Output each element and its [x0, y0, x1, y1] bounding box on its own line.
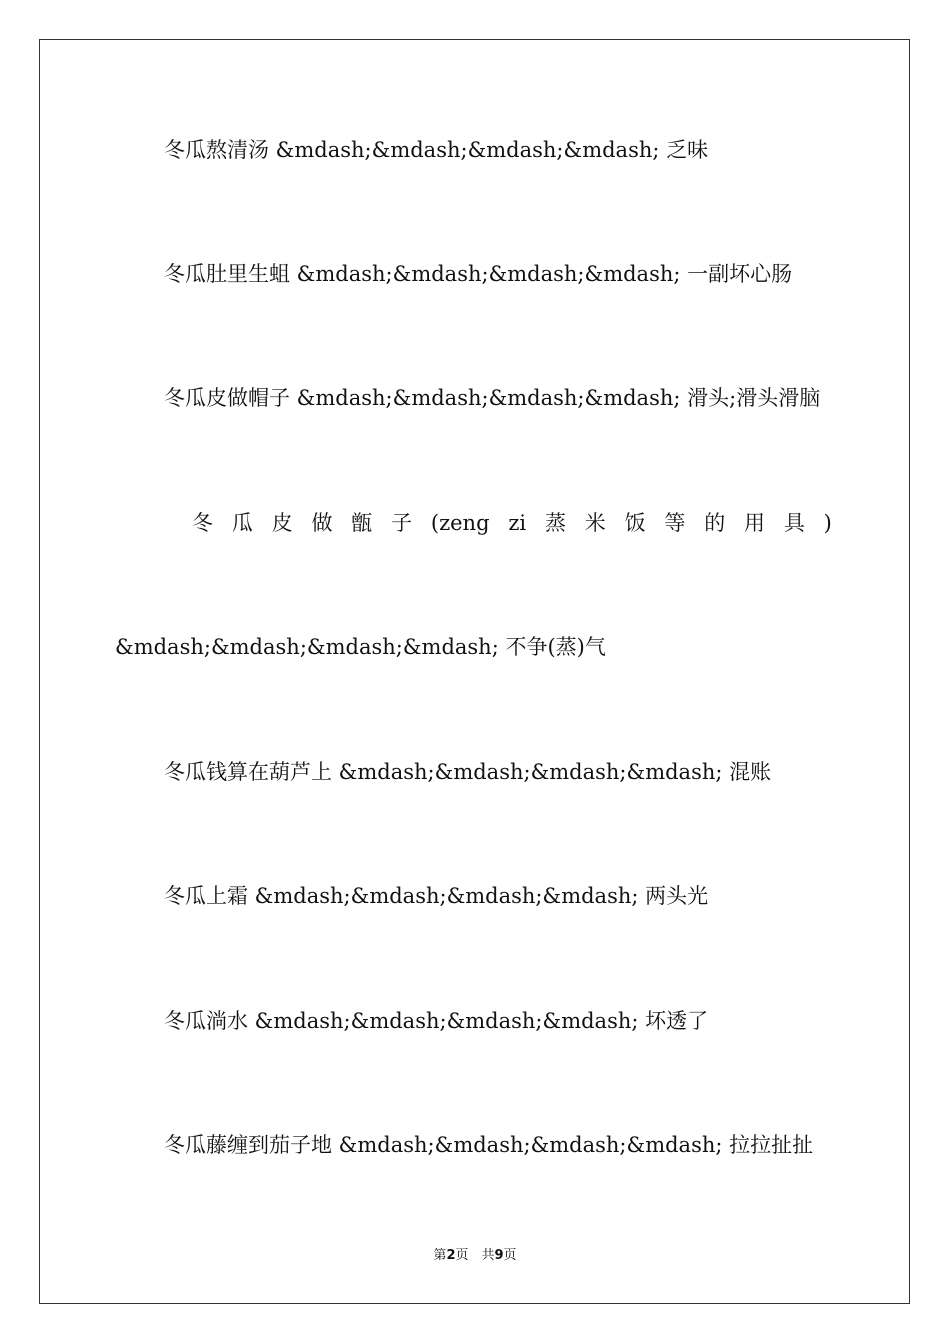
word: zi	[508, 511, 527, 535]
page-footer	[0, 1248, 950, 1264]
word: 皮	[271, 511, 293, 535]
footer-suffix: 页	[503, 1248, 517, 1263]
word: 子	[391, 511, 413, 535]
word: 用	[744, 511, 765, 535]
text-line-2: 冬瓜肚里生蛆 &mdash;&mdash;&mdash;&mdash; 一副坏心肠	[164, 262, 793, 286]
word: (zeng	[430, 511, 490, 535]
text-line-7: 冬瓜淌水 &mdash;&mdash;&mdash;&mdash; 坏透了	[164, 1009, 709, 1033]
word: 的	[704, 511, 726, 535]
footer-page-number: 2	[446, 1248, 456, 1263]
text-line-8: 冬瓜藤缠到茄子地 &mdash;&mdash;&mdash;&mdash; 拉拉扯扯	[164, 1133, 814, 1157]
page-frame	[39, 39, 910, 1304]
footer-total-pages: 9	[494, 1248, 504, 1263]
word: 米	[584, 511, 606, 535]
text-line-4-continuation: &mdash;&mdash;&mdash;&mdash; 不争(蒸)气	[115, 635, 606, 659]
text-line-1: 冬瓜熬清汤 &mdash;&mdash;&mdash;&mdash; 乏味	[164, 138, 709, 162]
text-line-3: 冬瓜皮做帽子 &mdash;&mdash;&mdash;&mdash; 滑头;滑头滑脑	[164, 386, 821, 410]
word: 冬	[192, 511, 213, 535]
footer-prefix: 第	[433, 1248, 447, 1263]
text-line-5: 冬瓜钱算在葫芦上 &mdash;&mdash;&mdash;&mdash; 混账	[164, 760, 772, 784]
word: )	[823, 511, 832, 535]
text-line-4-justified	[192, 511, 832, 535]
footer-mid: 页 共	[455, 1248, 495, 1263]
word: 瓜	[231, 511, 253, 535]
text-line-6: 冬瓜上霜 &mdash;&mdash;&mdash;&mdash; 两头光	[164, 884, 709, 908]
word: 蒸	[544, 511, 566, 535]
word: 做	[311, 511, 333, 535]
word: 甑	[351, 511, 373, 535]
word: 等	[664, 511, 686, 535]
word: 具	[783, 511, 805, 535]
word: 饭	[624, 511, 646, 535]
